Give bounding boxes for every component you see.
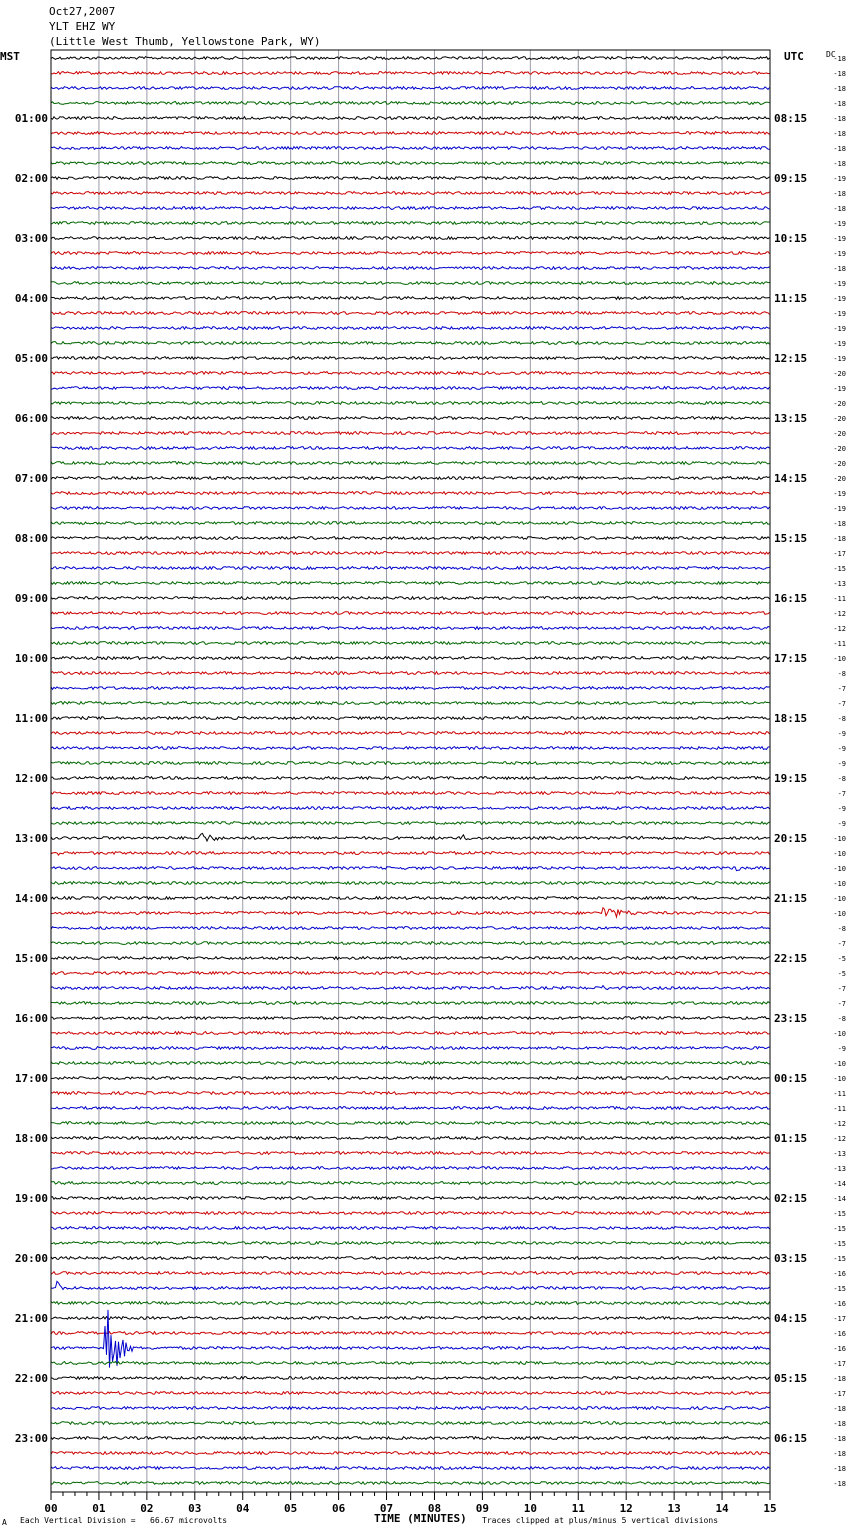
trace-line	[51, 447, 770, 450]
dc-offset-label: -10	[833, 895, 846, 903]
dc-offset-label: -11	[833, 1105, 846, 1113]
dc-offset-label: -16	[833, 1300, 846, 1308]
dc-offset-label: -15	[833, 1285, 846, 1293]
trace-line	[51, 432, 770, 435]
dc-offset-label: -9	[837, 805, 846, 813]
trace-line	[51, 102, 770, 105]
mst-hour-label: 13:00	[14, 832, 48, 845]
x-tick-label: 00	[44, 1502, 58, 1515]
dc-offset-label: -19	[833, 355, 846, 363]
x-tick-label: 05	[284, 1502, 298, 1515]
trace-line	[51, 162, 770, 165]
trace-line	[51, 297, 770, 300]
trace-line	[51, 672, 770, 675]
trace-line	[51, 822, 770, 825]
dc-offset-label: -11	[833, 1090, 846, 1098]
dc-offset-label: -20	[833, 430, 846, 438]
x-axis-ticks	[51, 1492, 770, 1500]
dc-offset-label: -20	[833, 415, 846, 423]
dc-offset-label: -13	[833, 1150, 846, 1158]
dc-offset-label: -18	[833, 130, 846, 138]
mst-hour-label: 04:00	[14, 292, 48, 305]
dc-offset-label: -15	[833, 565, 846, 573]
dc-offset-label: -8	[837, 1015, 846, 1023]
trace-line	[51, 717, 770, 720]
dc-offset-label: -7	[837, 940, 846, 948]
trace-line	[51, 582, 770, 585]
dc-offset-label: -7	[837, 1000, 846, 1008]
trace-line	[51, 1332, 770, 1335]
dc-offset-label: -9	[837, 1045, 846, 1053]
dc-offset-label: -18	[833, 115, 846, 123]
utc-hour-label: 03:15	[774, 1252, 808, 1265]
trace-line	[51, 147, 770, 150]
dc-offset-label: -17	[833, 1390, 846, 1398]
dc-offset-label: -17	[833, 1315, 846, 1323]
dc-offset-label: -15	[833, 1225, 846, 1233]
utc-hour-label: 01:15	[774, 1132, 808, 1145]
utc-hour-label: 22:15	[774, 952, 808, 965]
utc-hour-label: 09:15	[774, 172, 808, 185]
dc-offset-label: -19	[833, 235, 846, 243]
trace-line	[51, 387, 770, 390]
utc-hour-label: 23:15	[774, 1012, 808, 1025]
trace-line	[51, 642, 770, 645]
dc-offset-label: -19	[833, 295, 846, 303]
trace-line	[51, 897, 770, 900]
dc-offset-label: -20	[833, 460, 846, 468]
dc-offset-label: -9	[837, 760, 846, 768]
x-axis-label: TIME (MINUTES)	[374, 1512, 467, 1525]
dc-offset-label: -20	[833, 370, 846, 378]
dc-offset-label: -10	[833, 865, 846, 873]
x-tick-label: 14	[715, 1502, 729, 1515]
utc-hour-label: 00:15	[774, 1072, 808, 1085]
mst-hour-label: 03:00	[14, 232, 48, 245]
trace-line	[51, 762, 770, 765]
trace-line	[51, 372, 770, 375]
trace-line	[51, 492, 770, 495]
dc-offset-label: -14	[833, 1180, 846, 1188]
trace-line	[51, 597, 770, 600]
dc-offset-label: -9	[837, 820, 846, 828]
trace-line	[51, 747, 770, 750]
dc-offset-label: -8	[837, 925, 846, 933]
dc-offset-label: -8	[837, 715, 846, 723]
mst-hour-label: 21:00	[14, 1312, 48, 1325]
dc-offset-label: -9	[837, 730, 846, 738]
trace-line	[51, 1122, 770, 1125]
dc-offset-label: -13	[833, 1165, 846, 1173]
dc-offset-label: -20	[833, 445, 846, 453]
trace-line	[51, 1362, 770, 1365]
trace-line	[51, 117, 770, 120]
dc-offset-label: -20	[833, 400, 846, 408]
dc-offset-label: -7	[837, 685, 846, 693]
dc-offset-label: -19	[833, 505, 846, 513]
trace-line	[51, 57, 770, 60]
trace-line	[51, 732, 770, 735]
dc-offset-label: -18	[833, 1435, 846, 1443]
utc-hour-label: 21:15	[774, 892, 808, 905]
scale-note: Each Vertical Division = 66.67 microvolts	[20, 1516, 228, 1525]
trace-line	[51, 1167, 770, 1170]
trace-line	[51, 1281, 770, 1289]
mst-hour-label: 18:00	[14, 1132, 48, 1145]
trace-line	[51, 537, 770, 540]
dc-offset-label: -18	[833, 85, 846, 93]
dc-offset-label: -13	[833, 580, 846, 588]
x-tick-label: 08	[427, 1502, 442, 1515]
dc-offset-label: -18	[833, 1465, 846, 1473]
mst-hour-label: 23:00	[14, 1432, 48, 1445]
trace-line	[51, 1257, 770, 1260]
utc-hour-label: 18:15	[774, 712, 808, 725]
dc-offset-label: -7	[837, 790, 846, 798]
dc-offset-label: -12	[833, 610, 846, 618]
utc-hour-label: 11:15	[774, 292, 808, 305]
trace-line	[51, 1377, 770, 1380]
trace-line	[51, 882, 770, 885]
dc-offset-label: -18	[833, 520, 846, 528]
dc-offset-label: -10	[833, 1030, 846, 1038]
dc-label: DC	[826, 50, 836, 59]
x-tick-label: 02	[140, 1502, 154, 1515]
trace-line	[51, 1047, 770, 1050]
trace-line	[51, 132, 770, 135]
trace-line	[51, 1002, 770, 1005]
utc-hour-label: 13:15	[774, 412, 808, 425]
trace-line	[51, 567, 770, 570]
trace-line	[51, 702, 770, 705]
dc-offset-label: -9	[837, 745, 846, 753]
trace-line	[51, 942, 770, 945]
dc-offset-label: -7	[837, 985, 846, 993]
trace-line	[51, 1317, 770, 1320]
minute-gridlines	[99, 50, 722, 1492]
utc-hour-label: 10:15	[774, 232, 808, 245]
dc-offset-label: -18	[833, 100, 846, 108]
x-tick-label: 04	[236, 1502, 250, 1515]
utc-hour-labels	[774, 112, 807, 1445]
trace-line	[51, 1137, 770, 1140]
dc-offset-labels	[833, 55, 846, 1488]
dc-offset-label: -10	[833, 835, 846, 843]
dc-offset-label: -18	[833, 265, 846, 273]
dc-offset-label: -18	[833, 145, 846, 153]
mst-hour-label: 01:00	[14, 112, 48, 125]
dc-offset-label: -19	[833, 310, 846, 318]
trace-line	[51, 342, 770, 345]
x-tick-label: 06	[331, 1502, 346, 1515]
trace-line	[51, 1422, 770, 1425]
trace-line	[51, 1452, 770, 1455]
dc-offset-label: -8	[837, 775, 846, 783]
dc-offset-label: -19	[833, 340, 846, 348]
dc-offset-label: -18	[833, 535, 846, 543]
trace-line	[51, 552, 770, 555]
mst-hour-label: 12:00	[14, 772, 48, 785]
utc-hour-label: 17:15	[774, 652, 808, 665]
x-tick-label: 01	[92, 1502, 106, 1515]
dc-offset-label: -18	[833, 205, 846, 213]
trace-line	[51, 957, 770, 960]
dc-offset-label: -18	[833, 1480, 846, 1488]
mst-hour-label: 08:00	[14, 532, 48, 545]
trace-line	[51, 312, 770, 315]
x-tick-label: 15	[763, 1502, 777, 1515]
trace-line	[51, 1182, 770, 1185]
trace-line	[51, 192, 770, 195]
dc-offset-label: -19	[833, 175, 846, 183]
x-tick-label: 03	[188, 1502, 202, 1515]
trace-line	[51, 462, 770, 465]
header-location: (Little West Thumb, Yellowstone Park, WY)	[49, 35, 321, 48]
mst-hour-label: 15:00	[14, 952, 48, 965]
utc-hour-label: 12:15	[774, 352, 808, 365]
trace-line	[51, 357, 770, 360]
trace-line	[51, 177, 770, 180]
dc-offset-label: -18	[833, 190, 846, 198]
trace-line	[51, 1407, 770, 1410]
dc-offset-label: -10	[833, 1075, 846, 1083]
utc-hour-label: 15:15	[774, 532, 808, 545]
trace-line	[51, 927, 770, 930]
mst-hour-label: 10:00	[14, 652, 48, 665]
utc-hour-label: 04:15	[774, 1312, 808, 1325]
mst-hour-label: 17:00	[14, 1072, 48, 1085]
trace-line	[51, 1467, 770, 1470]
trace-line	[51, 1437, 770, 1440]
header-station: YLT EHZ WY	[49, 20, 116, 33]
dc-offset-label: -19	[833, 250, 846, 258]
dc-offset-label: -5	[837, 955, 846, 963]
utc-hour-label: 20:15	[774, 832, 808, 845]
dc-offset-label: -15	[833, 1240, 846, 1248]
trace-line	[51, 1092, 770, 1095]
trace-line	[51, 507, 770, 510]
dc-offset-label: -14	[833, 1195, 846, 1203]
dc-offset-label: -18	[833, 1405, 846, 1413]
dc-offset-label: -19	[833, 325, 846, 333]
dc-offset-label: -17	[833, 550, 846, 558]
mst-hour-label: 20:00	[14, 1252, 48, 1265]
trace-line	[51, 1032, 770, 1035]
trace-line	[51, 1017, 770, 1020]
trace-line	[51, 1212, 770, 1215]
dc-offset-label: -10	[833, 655, 846, 663]
dc-offset-label: -12	[833, 1135, 846, 1143]
mst-hour-label: 05:00	[14, 352, 48, 365]
utc-hour-label: 19:15	[774, 772, 808, 785]
trace-line	[51, 972, 770, 975]
dc-offset-label: -17	[833, 1360, 846, 1368]
dc-offset-label: -19	[833, 280, 846, 288]
dc-offset-label: -19	[833, 490, 846, 498]
mst-hour-label: 19:00	[14, 1192, 48, 1205]
dc-offset-label: -5	[837, 970, 846, 978]
dc-offset-label: -10	[833, 1060, 846, 1068]
header-date: Oct27,2007	[49, 5, 116, 18]
dc-offset-label: -19	[833, 220, 846, 228]
dc-offset-label: -19	[833, 385, 846, 393]
trace-line	[51, 1482, 770, 1485]
dc-offset-label: -18	[833, 1375, 846, 1383]
trace-line	[51, 417, 770, 420]
trace-line	[51, 282, 770, 285]
seismic-traces	[51, 57, 770, 1485]
trace-line	[51, 252, 770, 255]
trace-line	[51, 852, 770, 856]
mst-hour-label: 11:00	[14, 712, 48, 725]
right-timezone-label: UTC	[784, 50, 804, 63]
dc-offset-label: -18	[833, 70, 846, 78]
dc-offset-label: -12	[833, 625, 846, 633]
dc-offset-label: -11	[833, 640, 846, 648]
trace-line	[51, 807, 770, 810]
dc-offset-label: -10	[833, 880, 846, 888]
mst-hour-label: 06:00	[14, 412, 48, 425]
dc-offset-label: -18	[833, 160, 846, 168]
plot-frame	[51, 50, 770, 1492]
x-tick-label: 11	[571, 1502, 585, 1515]
trace-line	[51, 477, 770, 480]
corner-mark: A	[2, 1518, 7, 1527]
mst-hour-label: 16:00	[14, 1012, 48, 1025]
trace-line	[51, 222, 770, 225]
x-tick-label: 09	[475, 1502, 490, 1515]
trace-line	[51, 1197, 770, 1200]
trace-line	[51, 327, 770, 330]
mst-hour-label: 22:00	[14, 1372, 48, 1385]
trace-line	[51, 986, 770, 990]
trace-line	[51, 1077, 770, 1080]
trace-line	[51, 687, 770, 690]
trace-line	[51, 1062, 770, 1065]
trace-line	[51, 867, 770, 871]
utc-hour-label: 06:15	[774, 1432, 808, 1445]
dc-offset-label: -10	[833, 850, 846, 858]
utc-hour-label: 05:15	[774, 1372, 808, 1385]
dc-offset-label: -8	[837, 670, 846, 678]
trace-line	[51, 1107, 770, 1110]
trace-line	[51, 87, 770, 90]
trace-line	[51, 792, 770, 795]
dc-offset-label: -15	[833, 1210, 846, 1218]
dc-offset-label: -18	[833, 1420, 846, 1428]
trace-line	[51, 833, 770, 841]
trace-line	[51, 627, 770, 630]
trace-line	[51, 1392, 770, 1395]
trace-line	[51, 612, 770, 615]
dc-offset-label: -16	[833, 1270, 846, 1278]
trace-line	[51, 1152, 770, 1155]
trace-line	[51, 657, 770, 660]
trace-line	[51, 237, 770, 240]
x-tick-label: 13	[667, 1502, 681, 1515]
dc-offset-label: -20	[833, 475, 846, 483]
trace-line	[51, 1242, 770, 1245]
trace-line	[51, 1227, 770, 1230]
dc-offset-label: -12	[833, 1120, 846, 1128]
x-tick-label: 12	[619, 1502, 633, 1515]
trace-line	[51, 207, 770, 210]
trace-line	[51, 267, 770, 270]
trace-line	[51, 522, 770, 525]
mst-hour-labels	[15, 112, 48, 1445]
x-tick-label: 10	[523, 1502, 537, 1515]
dc-offset-label: -16	[833, 1330, 846, 1338]
dc-offset-label: -18	[833, 55, 846, 63]
dc-offset-label: -11	[833, 595, 846, 603]
utc-hour-label: 14:15	[774, 472, 808, 485]
trace-line	[51, 1302, 770, 1305]
utc-hour-label: 08:15	[774, 112, 808, 125]
utc-hour-label: 02:15	[774, 1192, 808, 1205]
dc-offset-label: -10	[833, 910, 846, 918]
trace-line	[51, 908, 770, 917]
trace-line	[51, 777, 770, 780]
left-timezone-label: MST	[0, 50, 20, 63]
trace-line	[51, 1272, 770, 1275]
mst-hour-label: 02:00	[14, 172, 48, 185]
dc-offset-label: -7	[837, 700, 846, 708]
clip-note: Traces clipped at plus/minus 5 vertical divisions	[482, 1516, 719, 1525]
trace-line	[51, 72, 770, 75]
mst-hour-label: 09:00	[14, 592, 48, 605]
utc-hour-label: 16:15	[774, 592, 808, 605]
mst-hour-label: 07:00	[14, 472, 48, 485]
dc-offset-label: -16	[833, 1345, 846, 1353]
trace-line	[51, 402, 770, 405]
x-tick-label: 07	[379, 1502, 394, 1515]
dc-offset-label: -18	[833, 1450, 846, 1458]
dc-offset-label: -15	[833, 1255, 846, 1263]
mst-hour-label: 14:00	[14, 892, 48, 905]
